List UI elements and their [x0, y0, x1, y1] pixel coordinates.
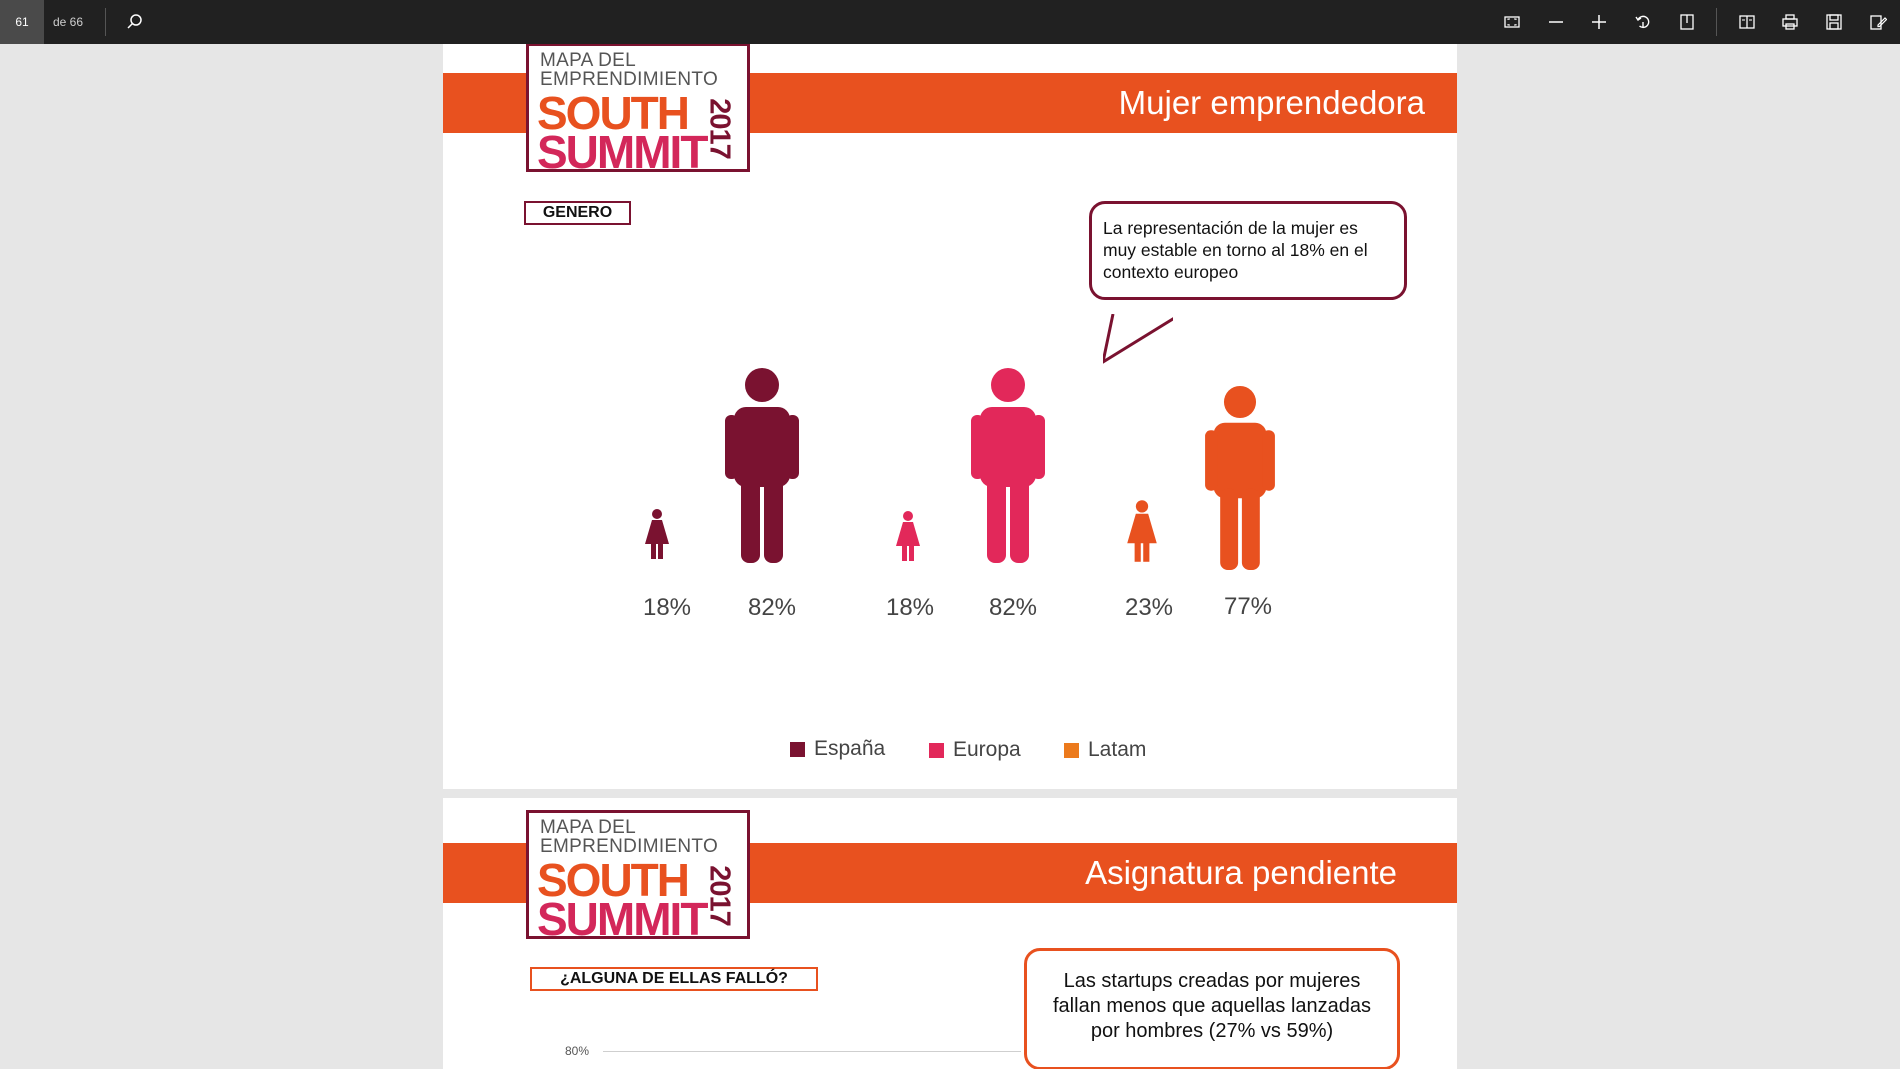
save-icon[interactable] — [1820, 8, 1848, 36]
logo-year: 2017 — [703, 98, 736, 159]
logo-summit: SUMMIT — [537, 893, 707, 945]
toolbar-divider — [105, 8, 106, 36]
zoom-out-icon[interactable] — [1542, 8, 1570, 36]
pct-latam-male: 77% — [1223, 593, 1273, 620]
south-summit-logo — [526, 810, 750, 945]
legend-swatch — [790, 742, 805, 757]
logo-summit: SUMMIT — [537, 126, 707, 178]
slide-title: Mujer emprendedora — [1118, 84, 1425, 121]
female-figure-europa — [895, 511, 921, 561]
viewer-toolbar — [0, 0, 1900, 44]
legend-label: Europa — [953, 738, 1021, 761]
legend-item-europa — [929, 738, 1021, 762]
axis-tick-label: 80% — [565, 1044, 590, 1058]
toolbar-divider — [1716, 8, 1717, 36]
pct-espana-male: 82% — [747, 594, 797, 621]
edit-icon[interactable] — [1864, 8, 1892, 36]
callout-tail — [1103, 314, 1173, 374]
pct-europa-male: 82% — [988, 594, 1038, 621]
legend-label: España — [814, 737, 886, 760]
slide-asignatura-pendiente — [443, 798, 1457, 1069]
legend-item-espana — [790, 737, 885, 761]
logo-year: 2017 — [703, 865, 736, 926]
two-page-icon[interactable] — [1733, 8, 1761, 36]
callout-bubble: La representación de la mujer es muy estable en torno al 18% en el contexto europeo — [1089, 201, 1407, 300]
logo-line2: EMPRENDIMIENTO — [540, 69, 719, 90]
logo-line2: EMPRENDIMIENTO — [540, 836, 719, 857]
legend-item-latam — [1064, 738, 1146, 762]
fit-page-icon[interactable] — [1498, 8, 1526, 36]
legend-label: Latam — [1088, 738, 1147, 761]
logo-line1: MAPA DEL — [540, 817, 637, 838]
print-icon[interactable] — [1776, 8, 1804, 36]
pct-latam-female: 23% — [1124, 594, 1174, 621]
section-tag: GENERO — [524, 201, 631, 225]
section-tag: ¿ALGUNA DE ELLAS FALLÓ? — [530, 967, 818, 991]
male-figure-latam — [1205, 385, 1275, 570]
legend-swatch — [929, 743, 944, 758]
female-figure-latam — [1126, 500, 1158, 562]
page-view-icon[interactable] — [1673, 8, 1701, 36]
page-count-label: de 66 — [53, 15, 84, 29]
slide-title: Asignatura pendiente — [1085, 854, 1397, 891]
zoom-in-icon[interactable] — [1585, 8, 1613, 36]
logo-line1: MAPA DEL — [540, 50, 637, 71]
rotate-icon[interactable] — [1629, 8, 1657, 36]
legend-swatch — [1064, 743, 1079, 758]
logo-south: SOUTH — [537, 87, 688, 139]
callout-bubble: Las startups creadas por mujeres fallan menos que aquellas lanzadas por hombres (27% vs 59%) — [1024, 948, 1400, 1069]
pct-espana-female: 18% — [642, 594, 692, 621]
pct-europa-female: 18% — [885, 594, 935, 621]
gridline — [603, 1051, 1021, 1052]
male-figure-europa — [971, 367, 1045, 563]
male-figure-espana — [725, 367, 799, 563]
logo-south: SOUTH — [537, 854, 688, 906]
page-number-input[interactable]: 61 — [0, 0, 44, 44]
south-summit-logo — [526, 44, 750, 178]
slide-mujer-emprendedora — [443, 44, 1457, 789]
search-icon[interactable] — [121, 8, 149, 36]
female-figure-espana — [644, 509, 670, 559]
